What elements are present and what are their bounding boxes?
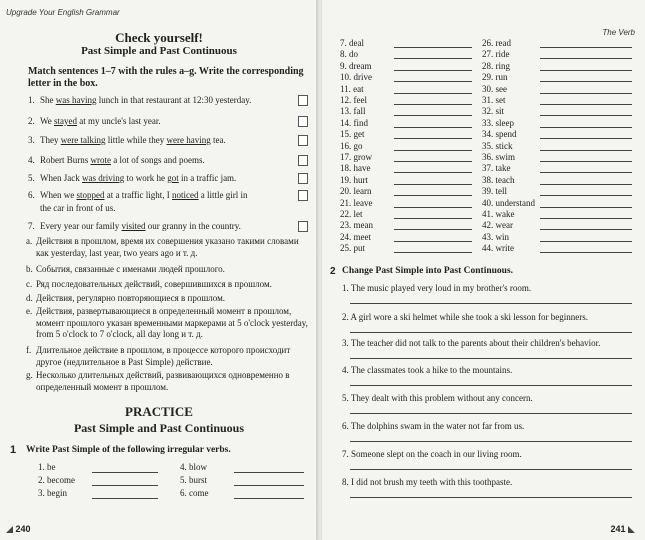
answer-line[interactable] xyxy=(540,58,632,59)
check-yourself-subtitle: Past Simple and Past Continuous xyxy=(81,45,237,57)
sentence-item xyxy=(28,173,236,183)
rule-text: Длительное действие в прошлом, в процессе которого происходит другое (недлительное в Past Simple) действие. xyxy=(36,345,291,367)
sentence-number: 5. xyxy=(28,173,35,183)
answer-line[interactable] xyxy=(540,207,632,208)
verb-item: 43. win xyxy=(482,231,509,242)
rule-letter: b. xyxy=(26,264,33,274)
sentence-item xyxy=(28,116,161,126)
verb-item: 26. read xyxy=(482,38,511,48)
left-running-header: Upgrade Your English Grammar xyxy=(6,8,120,17)
answer-line[interactable] xyxy=(540,93,632,94)
answer-line[interactable] xyxy=(394,184,472,185)
verb-item: 20. learn xyxy=(340,186,372,197)
sentence-item xyxy=(28,190,248,200)
sentence-text: They xyxy=(40,135,61,145)
page-corner-icon xyxy=(6,526,13,533)
sentence-text: at my uncle's last year. xyxy=(77,116,161,126)
verb-item: 44. write xyxy=(482,243,514,254)
verb-item: 30. see xyxy=(482,83,507,94)
match-instruction: Match sentences 1–7 with the rules a–g. Write the corresponding letter in the box. xyxy=(28,66,304,89)
answer-line[interactable] xyxy=(540,172,632,173)
verb-item: 32. sit xyxy=(482,106,505,117)
answer-line[interactable] xyxy=(540,229,632,230)
answer-line[interactable] xyxy=(540,81,632,82)
verb-item: 7. deal xyxy=(340,38,364,48)
exercise-2-sentence: 1. The music played very loud in my brother's room. xyxy=(342,283,532,293)
verb-item: 31. set xyxy=(482,95,506,105)
practice-subtitle: Past Simple and Past Continuous xyxy=(73,421,245,435)
exercise-2-sentence: 3. The teacher did not talk to the parents about their children's behavior. xyxy=(342,338,601,348)
verb-item: 14. find xyxy=(340,117,368,128)
verb-underlined: was driving xyxy=(81,173,125,183)
verb-item: 18. have xyxy=(340,163,371,174)
answer-line[interactable] xyxy=(350,497,632,498)
sentence-number: 2. xyxy=(28,116,35,126)
right-running-header: The Verb xyxy=(602,28,635,37)
sentence-item xyxy=(28,95,251,105)
answer-line[interactable] xyxy=(540,252,632,253)
verb-item: 17. grow xyxy=(340,152,372,162)
answer-line[interactable] xyxy=(540,184,632,185)
answer-line[interactable] xyxy=(394,81,472,82)
exercise-2-sentence: 7. Someone slept on the coach in our living room. xyxy=(342,449,522,459)
verb-item: 1. be xyxy=(38,462,56,472)
verb-underlined: stopped xyxy=(76,190,105,200)
verb-item: 15. get xyxy=(340,129,365,140)
answer-box[interactable] xyxy=(298,135,308,146)
answer-box[interactable] xyxy=(298,155,308,166)
right-page xyxy=(322,0,645,540)
verb-item: 29. run xyxy=(482,72,508,83)
exercise-2-sentence: 2. A girl wore a ski helmet while she took a ski lesson for beginners. xyxy=(342,312,588,322)
verb-item: 6. come xyxy=(180,488,209,498)
rule-text: Действия, развертывающиеся в определенный момент в прошлом, момент прошлого указан временными маркерами at 5 o'clock yesterday, from 5 o'clock to 7 o'clock, all day long и т. д. xyxy=(36,306,308,339)
sentence-text: the car in front of us. xyxy=(40,203,116,213)
rule-text: Ряд последовательных действий, совершившихся в прошлом. xyxy=(36,279,272,289)
rule-letter: a. xyxy=(26,236,33,246)
answer-box[interactable] xyxy=(298,221,308,232)
answer-line[interactable] xyxy=(394,127,472,128)
answer-line[interactable] xyxy=(350,413,632,414)
answer-line[interactable] xyxy=(350,385,632,386)
verb-item: 39. tell xyxy=(482,186,507,197)
answer-box[interactable] xyxy=(298,190,308,201)
answer-line[interactable] xyxy=(394,241,472,242)
answer-line[interactable] xyxy=(234,485,304,486)
answer-line[interactable] xyxy=(540,115,632,116)
answer-line[interactable] xyxy=(394,161,472,162)
verb-item: 13. fall xyxy=(340,106,366,117)
answer-line[interactable] xyxy=(92,498,158,499)
answer-line[interactable] xyxy=(350,441,632,442)
sentence-number: 3. xyxy=(28,135,35,145)
answer-line[interactable] xyxy=(540,241,632,242)
verb-item: 4. blow xyxy=(180,462,207,472)
rule-text: События, связанные с именами людей прошлого. xyxy=(36,264,225,274)
verb-item: 12. feel xyxy=(340,95,367,105)
verb-item: 42. wear xyxy=(482,220,513,231)
left-page xyxy=(0,0,318,540)
answer-line[interactable] xyxy=(394,115,472,116)
right-page-number-text: 241 xyxy=(610,524,626,534)
left-page-number xyxy=(6,524,31,534)
answer-line[interactable] xyxy=(540,150,632,151)
exercise-2-sentence: 4. The classmates took a hike to the mountains. xyxy=(342,365,513,375)
verb-item: 8. do xyxy=(340,49,358,60)
answer-line[interactable] xyxy=(540,104,632,105)
answer-line[interactable] xyxy=(234,472,304,473)
verb-item: 34. spend xyxy=(482,129,517,140)
exercise-1-instruction: Write Past Simple of the following irregular verbs. xyxy=(26,445,231,455)
sentence-text: tea. xyxy=(210,135,226,145)
answer-line[interactable] xyxy=(394,252,472,253)
right-page-number xyxy=(610,524,635,534)
sentence-text: When we xyxy=(40,190,77,200)
answer-line[interactable] xyxy=(394,104,472,105)
rule-text: Действия в прошлом, время их совершения указано такими словами как yesterday, last year, two years ago и т. д. xyxy=(36,236,299,258)
verb-item: 21. leave xyxy=(340,197,373,208)
answer-line[interactable] xyxy=(350,303,632,304)
verb-item: 27. ride xyxy=(482,49,510,60)
verb-item: 5. burst xyxy=(180,475,207,485)
verb-item: 24. meet xyxy=(340,231,371,242)
answer-line[interactable] xyxy=(234,498,304,499)
sentence-item xyxy=(28,135,226,145)
verb-item: 33. sleep xyxy=(482,117,514,128)
verb-underlined: were talking xyxy=(60,135,106,145)
answer-line[interactable] xyxy=(540,127,632,128)
answer-line[interactable] xyxy=(394,93,472,94)
rule-letter: d. xyxy=(26,293,33,303)
answer-line[interactable] xyxy=(540,138,632,139)
answer-line[interactable] xyxy=(92,485,158,486)
sentence-text: She xyxy=(40,95,56,105)
sentence-text: at a traffic light, I xyxy=(104,190,173,200)
verb-item: 36. swim xyxy=(482,152,516,162)
answer-line[interactable] xyxy=(394,138,472,139)
sentence-text: to work he xyxy=(124,173,168,183)
verb-item: 35. stick xyxy=(482,140,513,151)
sentence-text: our granny in the country. xyxy=(145,221,241,231)
rule-letter: f. xyxy=(26,345,32,355)
verb-item: 23. mean xyxy=(340,220,373,231)
verb-item: 19. hurt xyxy=(340,174,368,185)
answer-line[interactable] xyxy=(540,47,632,48)
verb-item: 37. take xyxy=(482,163,511,174)
answer-box[interactable] xyxy=(298,173,308,184)
answer-line[interactable] xyxy=(394,70,472,71)
answer-line[interactable] xyxy=(540,218,632,219)
sentence-text: Every year our family xyxy=(40,221,122,231)
verb-item: 2. become xyxy=(38,475,75,485)
verb-item: 38. teach xyxy=(482,174,515,185)
answer-line[interactable] xyxy=(350,358,632,359)
sentence-item xyxy=(28,155,205,165)
verb-underlined: was having xyxy=(55,95,97,105)
sentence-item xyxy=(28,221,241,231)
sentence-text: lunch in that restaurant at 12:30 yesterday. xyxy=(96,95,252,105)
sentence-number: 4. xyxy=(28,155,35,165)
rule-text: Несколько длительных действий, развивающихся одновременно в определенный момент в прошлом. xyxy=(36,370,290,392)
answer-line[interactable] xyxy=(394,58,472,59)
verb-underlined: got xyxy=(167,173,179,183)
exercise-2-sentence: 6. The dolphins swam in the water not far from us. xyxy=(342,421,525,431)
answer-line[interactable] xyxy=(394,47,472,48)
left-page-number-text: 240 xyxy=(15,524,31,534)
verb-item: 22. let xyxy=(340,209,363,219)
sentence-text: Robert Burns xyxy=(40,155,91,165)
verb-item: 9. dream xyxy=(340,60,372,71)
sentence-text: little while they xyxy=(105,135,167,145)
verb-item: 40. understand xyxy=(482,197,535,208)
verb-item: 28. ring xyxy=(482,60,510,71)
verb-item: 10. drive xyxy=(340,72,372,83)
answer-line[interactable] xyxy=(394,218,472,219)
verb-underlined: wrote xyxy=(90,155,111,165)
exercise-2-sentence: 5. They dealt with this problem without any concern. xyxy=(342,393,533,403)
verb-item: 41. wake xyxy=(482,209,515,219)
answer-line[interactable] xyxy=(92,472,158,473)
answer-line[interactable] xyxy=(540,195,632,196)
answer-line[interactable] xyxy=(540,161,632,162)
sentence-text: in a traffic jam. xyxy=(178,173,237,183)
answer-line[interactable] xyxy=(394,229,472,230)
exercise-2-instruction: Change Past Simple into Past Continuous. xyxy=(342,266,514,276)
verb-underlined: were having xyxy=(166,135,211,145)
exercise-1-number: 1 xyxy=(10,444,17,456)
verb-underlined: visited xyxy=(121,221,146,231)
exercise-2-number: 2 xyxy=(330,266,336,277)
answer-box[interactable] xyxy=(298,95,308,106)
rule-text: Действия, регулярно повторяющиеся в прошлом. xyxy=(36,293,226,303)
page-corner-icon xyxy=(628,526,635,533)
verb-item: 25. put xyxy=(340,243,366,254)
verb-underlined: noticed xyxy=(172,190,199,200)
answer-line[interactable] xyxy=(394,207,472,208)
exercise-2-sentence: 8. I did not brush my teeth with this toothpaste. xyxy=(342,477,513,487)
check-yourself-title: Check yourself! xyxy=(115,30,203,45)
verb-item: 16. go xyxy=(340,140,363,151)
answer-line[interactable] xyxy=(540,70,632,71)
rule-letter: e. xyxy=(26,306,33,316)
answer-line[interactable] xyxy=(394,150,472,151)
sentence-text: a lot of songs and poems. xyxy=(111,155,205,165)
answer-line[interactable] xyxy=(394,172,472,173)
verb-item: 3. begin xyxy=(38,488,67,498)
practice-title: PRACTICE xyxy=(125,404,193,419)
answer-line[interactable] xyxy=(350,332,632,333)
sentence-number: 1. xyxy=(28,95,35,105)
answer-line[interactable] xyxy=(350,469,632,470)
rule-letter: g. xyxy=(26,370,33,380)
answer-line[interactable] xyxy=(394,195,472,196)
sentence-text: When Jack xyxy=(40,173,82,183)
verb-item: 11. eat xyxy=(340,83,364,94)
sentence-number: 7. xyxy=(28,221,35,231)
sentence-text: We xyxy=(40,116,55,126)
rule-letter: c. xyxy=(26,279,33,289)
answer-box[interactable] xyxy=(298,116,308,127)
verb-underlined: stayed xyxy=(54,116,78,126)
sentence-number: 6. xyxy=(28,190,35,200)
sentence-item xyxy=(28,203,115,213)
sentence-text: a little girl in xyxy=(198,190,248,200)
